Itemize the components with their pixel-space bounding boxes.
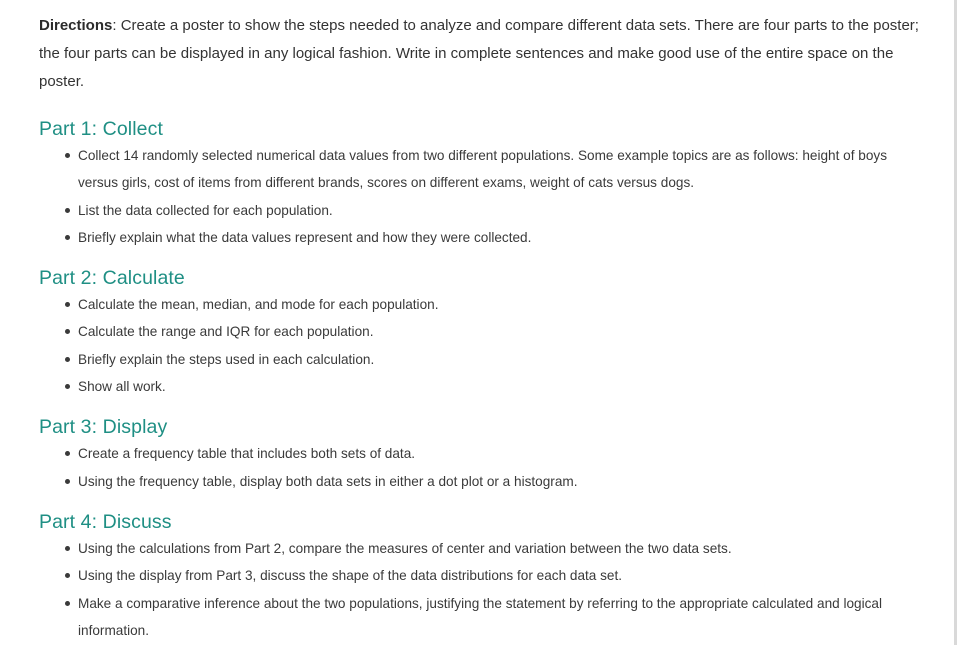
- bullet-icon: [65, 153, 70, 158]
- bullet-icon: [65, 546, 70, 551]
- bullet-icon: [65, 451, 70, 456]
- list-item: [78, 440, 919, 467]
- list-item-text: Collect 14 randomly selected numerical data values from two different populations. Some example topics are as follows: height of boys versus girls, cost of items from different brands, scores on different exams, weight of cats versus dogs.: [78, 148, 888, 191]
- list-item-text: Calculate the mean, median, and mode for each population.: [78, 297, 439, 313]
- list-item: [78, 197, 919, 224]
- bullet-icon: [65, 235, 70, 240]
- bullet-icon: [65, 479, 70, 484]
- bullet-icon: [65, 357, 70, 362]
- list-item-text: Make a comparative inference about the two populations, justifying the statement by referring to the appropriate calculated and logical information.: [78, 595, 883, 638]
- list-item: [78, 562, 919, 589]
- part-3-title: Part 3: Display: [39, 416, 168, 439]
- list-item: [78, 318, 919, 345]
- list-item-text: Briefly explain what the data values represent and how they were collected.: [78, 229, 532, 245]
- bullet-icon: [65, 601, 70, 606]
- part-1-section: [39, 116, 919, 251]
- part-3-list: [39, 440, 919, 495]
- part-2-list: [39, 291, 919, 400]
- list-item: [78, 468, 919, 495]
- assignment-document: [39, 12, 919, 644]
- list-item-text: Using the frequency table, display both data sets in either a dot plot or a histogram.: [78, 473, 578, 489]
- part-4-list: [39, 535, 919, 644]
- list-item: [78, 142, 919, 197]
- list-item-text: Briefly explain the steps used in each calculation.: [78, 351, 375, 367]
- list-item: [78, 224, 919, 251]
- list-item: [78, 535, 919, 562]
- part-2-section: [39, 265, 919, 400]
- part-2-title: Part 2: Calculate: [39, 267, 185, 290]
- bullet-icon: [65, 302, 70, 307]
- directions-text: : Create a poster to show the steps needed to analyze and compare different data sets. There are four parts to the poster; the four parts can be displayed in any logical fashion. Write in complete sentences and make good use of the entire space on the poster.: [39, 17, 919, 90]
- directions-label: Directions: [39, 17, 113, 34]
- list-item-text: Create a frequency table that includes both sets of data.: [78, 446, 416, 462]
- part-3-section: [39, 414, 919, 495]
- list-item-text: List the data collected for each population.: [78, 202, 333, 218]
- list-item-text: Using the calculations from Part 2, compare the measures of center and variation between the two data sets.: [78, 540, 732, 556]
- bullet-icon: [65, 329, 70, 334]
- bullet-icon: [65, 208, 70, 213]
- list-item: [78, 346, 919, 373]
- list-item-text: Show all work.: [78, 379, 166, 395]
- part-4-section: [39, 509, 919, 644]
- part-4-title: Part 4: Discuss: [39, 510, 172, 533]
- directions-paragraph: [39, 12, 919, 96]
- bullet-icon: [65, 573, 70, 578]
- list-item: [78, 373, 919, 400]
- list-item-text: Calculate the range and IQR for each population.: [78, 324, 374, 340]
- part-1-list: [39, 142, 919, 251]
- list-item: [78, 291, 919, 318]
- list-item: [78, 590, 919, 645]
- bullet-icon: [65, 384, 70, 389]
- list-item-text: Using the display from Part 3, discuss the shape of the data distributions for each data set.: [78, 568, 623, 584]
- part-1-title: Part 1: Collect: [39, 118, 163, 140]
